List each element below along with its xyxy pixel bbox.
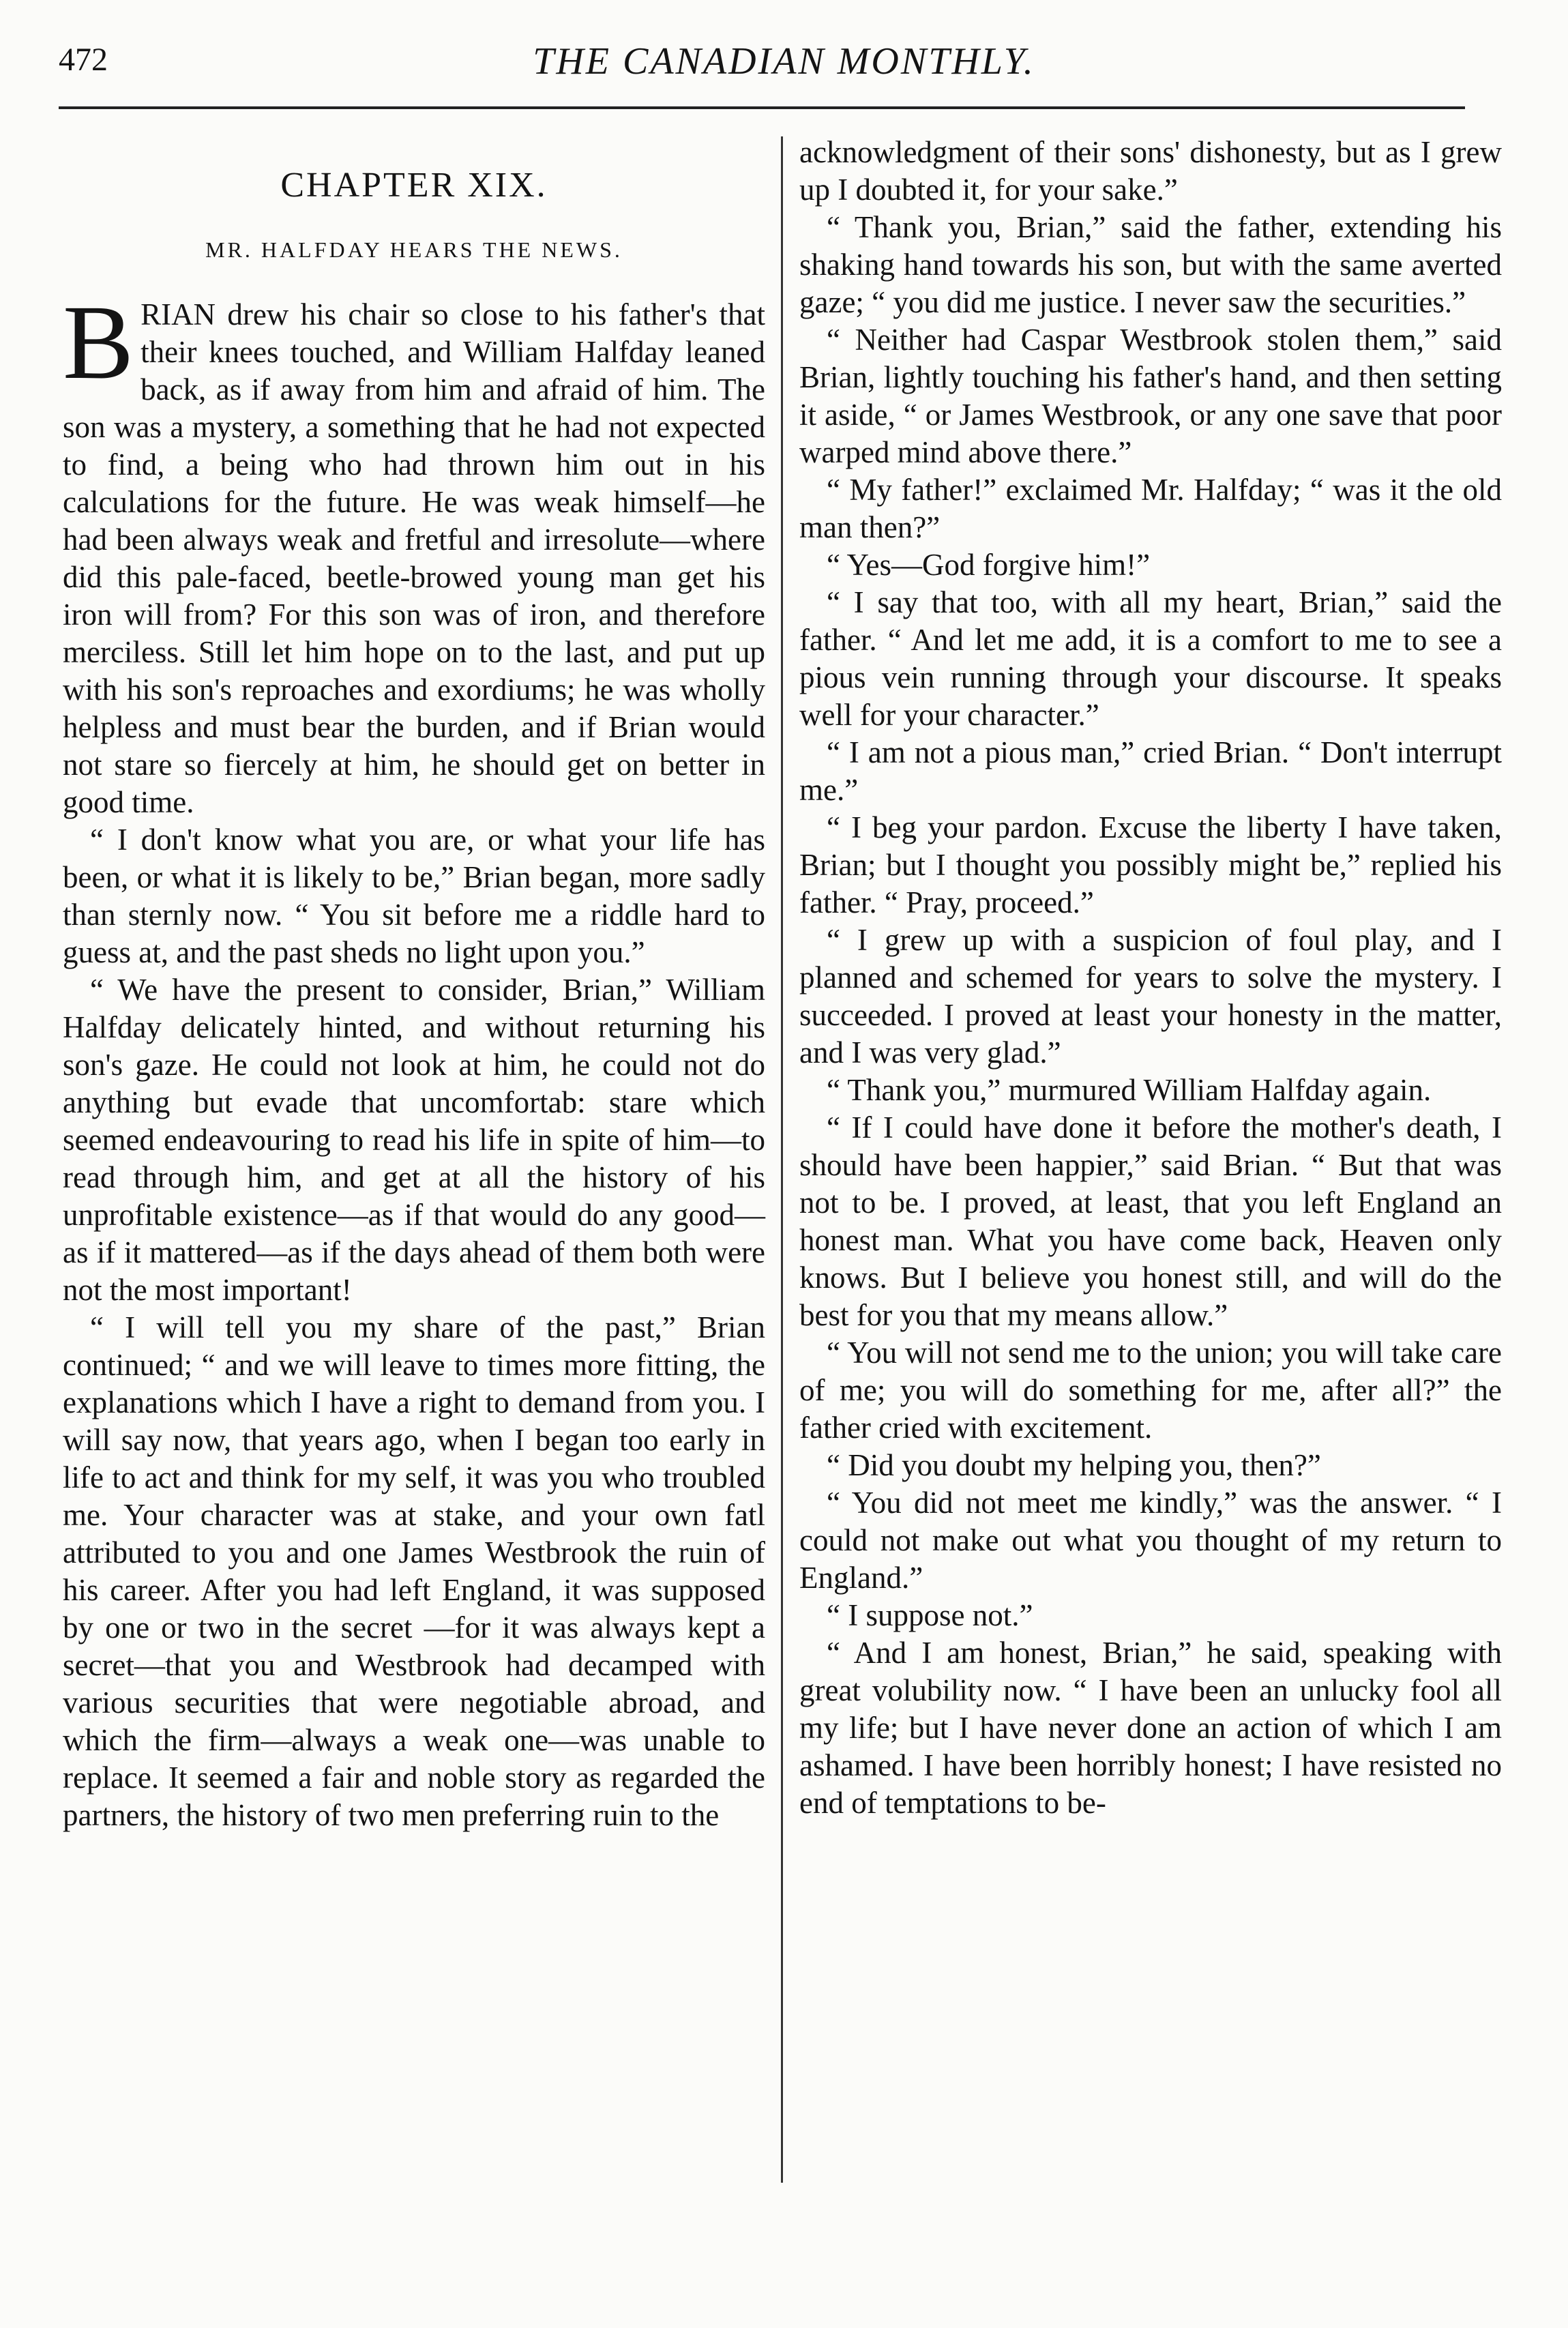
paragraph: “ If I could have done it before the mother's death, I should have been happier,” said Brian. “ But that was not to be. I proved, at least, that you left England an honest man. What you have come back, Heaven only knows. But I believe you honest still, and will do the best for you that my means allow.” bbox=[799, 1110, 1502, 1332]
drop-cap: B bbox=[63, 283, 134, 401]
header-rule bbox=[59, 106, 1465, 109]
paragraph: “ We have the present to consider, Brian,” William Halfday delicately hinted, and without returning his son's gaze. He could not look at him, he could not do anything but evade that uncomfortab: stare which seemed endeavouring to read his life in spite of him—to read through him, and get at all the history of his unprofitable existence—as if that would do any good—as if it mattered—as if the days ahead of them both were not the most important! bbox=[63, 973, 765, 1307]
paragraph: “ You will not send me to the union; you will take care of me; you will do something for me, after all?” the father cried with excitement. bbox=[799, 1336, 1502, 1445]
paragraph: “ Thank you, Brian,” said the father, extending his shaking hand towards his son, but with the same averted gaze; “ you did me justice. I never saw the securities.” bbox=[799, 210, 1502, 319]
column-divider bbox=[781, 136, 783, 2183]
paragraph: “ I beg your pardon. Excuse the liberty I have taken, Brian; but I thought you possibly might be,” replied his father. “ Pray, proceed.” bbox=[799, 810, 1502, 919]
paragraph: “ I grew up with a suspicion of foul play, and I planned and schemed for years to solve the mystery. I succeeded. I proved at least your honesty in the matter, and I was very glad.” bbox=[799, 923, 1502, 1070]
page-number: 472 bbox=[59, 42, 108, 78]
left-column bbox=[63, 134, 765, 1834]
right-column bbox=[799, 134, 1502, 1822]
paragraph: “ I don't know what you are, or what your life has been, or what it is likely to be,” Brian began, more sadly than sternly now. “ You sit before me a riddle hard to guess at, and the past sheds no light upon you.” bbox=[63, 823, 765, 969]
paragraph: “ I am not a pious man,” cried Brian. “ Don't interrupt me.” bbox=[799, 735, 1502, 807]
paragraph: “ My father!” exclaimed Mr. Halfday; “ was it the old man then?” bbox=[799, 473, 1502, 544]
paragraph: “ Yes—God forgive him!” bbox=[827, 548, 1151, 582]
paragraph: “ Neither had Caspar Westbrook stolen them,” said Brian, lightly touching his father's hand, and then setting it aside, “ or James Westbrook, or any one save that poor warped mind above there.” bbox=[799, 323, 1502, 469]
paragraph-text: RIAN drew his chair so close to his father's that their knees touched, and William Halfday leaned back, as if away from him and afraid of him. The son was a mystery, a something that he had not expected to find, a being who had thrown him out in his calculations for the future. He was weak himself—he had been always weak and fretful and irresolute—where did this pale-faced, beetle-browed young man get his iron will from? For this son was of iron, and therefore merciless. Still let him hope on to the last, and put up with his son's reproaches and exordiums; he was wholly helpless and must bear the burden, and if Brian would not stare so fiercely at him, he should get on better in good time. bbox=[63, 297, 765, 819]
paragraph: “ Did you doubt my helping you, then?” bbox=[827, 1448, 1321, 1482]
paragraph: “ Thank you,” murmured William Halfday again. bbox=[827, 1073, 1432, 1107]
paragraph: “ I suppose not.” bbox=[827, 1598, 1033, 1632]
paragraph: “ And I am honest, Brian,” he said, speaking with great volubility now. “ I have been an unlucky fool all my life; but I have never done an action of which I am ashamed. I have been horribly honest; I have resisted no end of temptations to be- bbox=[799, 1636, 1502, 1820]
running-title: THE CANADIAN MONTHLY. bbox=[533, 40, 1035, 83]
paragraph: “ You did not meet me kindly,” was the answer. “ I could not make out what you thought of my return to England.” bbox=[799, 1486, 1502, 1595]
page-header bbox=[0, 31, 1568, 106]
chapter-title: CHAPTER XIX. bbox=[280, 166, 548, 205]
chapter-subtitle: MR. HALFDAY HEARS THE NEWS. bbox=[205, 237, 623, 262]
paragraph: acknowledgment of their sons' dishonesty, but as I grew up I doubted it, for your sake.” bbox=[799, 135, 1502, 207]
paragraph: “ I say that too, with all my heart, Brian,” said the father. “ And let me add, it is a comfort to me to see a pious vein running through your discourse. It speaks well for your character.” bbox=[799, 585, 1502, 732]
paragraph: “ I will tell you my share of the past,” Brian continued; “ and we will leave to times more fitting, the explanations which I have a right to demand from you. I will say now, that years ago, when I began too early in life to act and think for my self, it was you who troubled me. Your character was at stake, and your own fatl attributed to you and one James Westbrook the ruin of his career. After you had left England, it was supposed by one or two in the secret —for it was always kept a secret—that you and Westbrook had decamped with various securities that were negotiable abroad, and which the firm—always a weak one—was unable to replace. It seemed a fair and noble story as regarded the partners, the history of two men preferring ruin to the bbox=[63, 1310, 765, 1832]
paragraph bbox=[63, 283, 765, 821]
